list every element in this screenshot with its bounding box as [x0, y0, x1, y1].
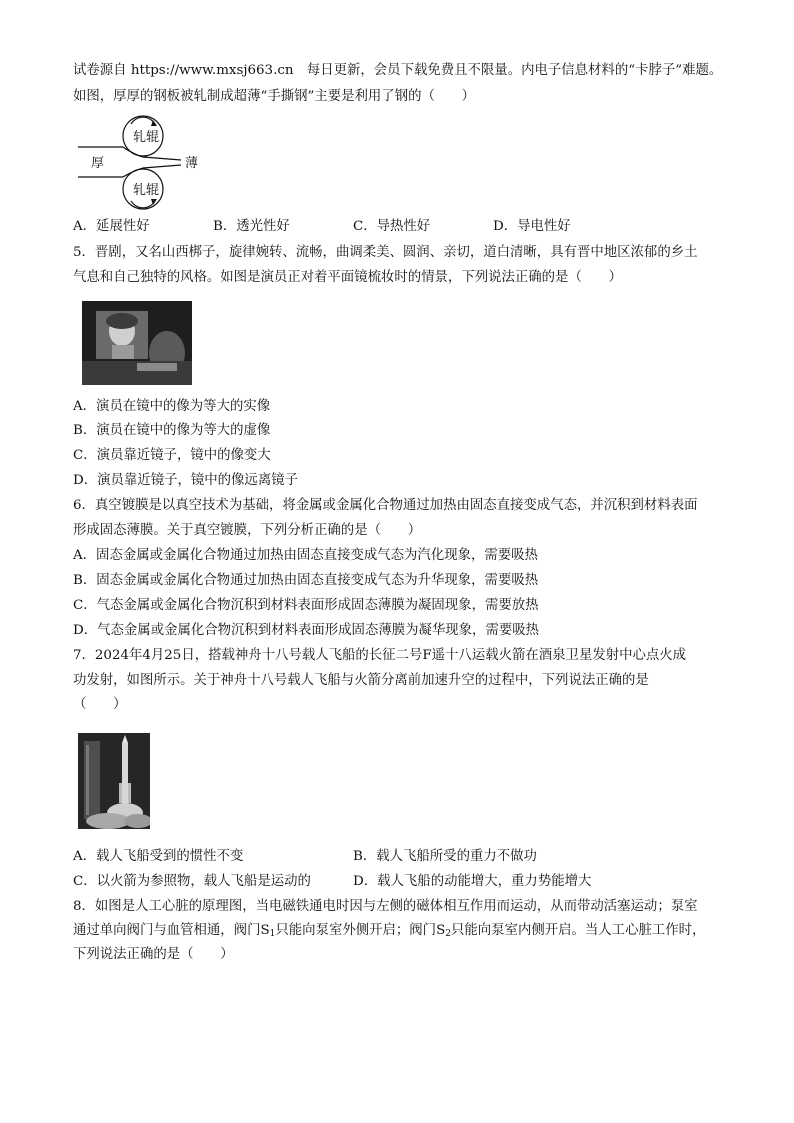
rocket-launch-photo [78, 733, 150, 829]
q4-stem: 如图，厚厚的钢板被轧制成超薄“手撕钢”主要是利用了钢的（ ） [73, 89, 476, 104]
q5-option-d[interactable]: D．演员靠近镜子，镜中的像远离镜子 [73, 473, 298, 488]
q5-stem-line2: 气息和自己独特的风格。如图是演员正对着平面镜梳妆时的情景，下列说法正确的是（ ） [73, 270, 623, 285]
q7-stem-line2: 功发射，如图所示。关于神舟十八号载人飞船与火箭分离前加速升空的过程中，下列说法正确的是 [73, 673, 649, 688]
actress-mirror-photo [82, 301, 192, 385]
q5-option-c[interactable]: C．演员靠近镜子，镜中的像变大 [73, 448, 271, 463]
q7-stem-line1: 7．2024年4月25日，搭载神舟十八号载人飞船的长征二号F遥十八运载火箭在酒泉卫星发射中心点火成 [73, 648, 687, 663]
bottom-roller-label: 轧辊 [133, 183, 160, 198]
thin-label: 薄 [185, 156, 199, 171]
rolling-mill-diagram [73, 114, 213, 214]
q4-option-b[interactable]: B．透光性好 [213, 219, 290, 234]
q5-option-a[interactable]: A．演员在镜中的像为等大的实像 [73, 399, 271, 414]
top-roller-label: 轧辊 [133, 130, 160, 145]
q7-stem-line3: （ ） [73, 697, 127, 712]
q7-option-d[interactable]: D．载人飞船的动能增大，重力势能增大 [353, 874, 592, 889]
q7-option-a[interactable]: A．载人飞船受到的惯性不变 [73, 849, 244, 864]
q7-option-c[interactable]: C．以火箭为参照物，载人飞船是运动的 [73, 874, 311, 889]
q6-option-d[interactable]: D．气态金属或金属化合物沉积到材料表面形成固态薄膜为凝华现象，需要吸热 [73, 623, 540, 638]
q5-option-b[interactable]: B．演员在镜中的像为等大的虚像 [73, 423, 271, 438]
q8-stem-line2: 通过单向阀门与血管相通，阀门$S_1$只能向泵室外侧开启；阀门$S_2$只能向泵室内侧开启。当人工心脏工作时， [73, 923, 706, 939]
q8-stem-line3: 下列说法正确的是（ ） [73, 947, 234, 962]
q6-stem-line2: 形成固态薄膜。关于真空镀膜，下列分析正确的是（ ） [73, 523, 422, 538]
q4-option-c[interactable]: C．导热性好 [353, 219, 431, 234]
q4-option-d[interactable]: D．导电性好 [493, 219, 571, 234]
header-line: 试卷源自 https://www.mxsj663.cn 每日更新，会员下载免费且不限量。内电子信息材料的“卡脖子”难题。 [73, 63, 723, 78]
q6-option-a[interactable]: A．固态金属或金属化合物通过加热由固态直接变成气态为汽化现象，需要吸热 [73, 548, 538, 563]
q6-option-b[interactable]: B．固态金属或金属化合物通过加热由固态直接变成气态为升华现象，需要吸热 [73, 573, 539, 588]
q5-stem-line1: 5．晋剧，又名山西梆子，旋律婉转、流畅，曲调柔美、圆润、亲切，道白清晰，具有晋中地区浓郁的乡土 [73, 245, 698, 260]
q7-option-b[interactable]: B．载人飞船所受的重力不做功 [353, 849, 537, 864]
q6-option-c[interactable]: C．气态金属或金属化合物沉积到材料表面形成固态薄膜为凝固现象，需要放热 [73, 598, 539, 613]
q6-stem-line1: 6．真空镀膜是以真空技术为基础，将金属或金属化合物通过加热由固态直接变成气态，并沉积到材料表面 [73, 498, 698, 513]
q8-stem-line1: 8．如图是人工心脏的原理图，当电磁铁通电时因与左侧的磁体相互作用而运动，从而带动活塞运动；泵室 [73, 899, 698, 914]
q4-option-a[interactable]: A．延展性好 [73, 219, 150, 234]
thick-label: 厚 [91, 156, 105, 171]
